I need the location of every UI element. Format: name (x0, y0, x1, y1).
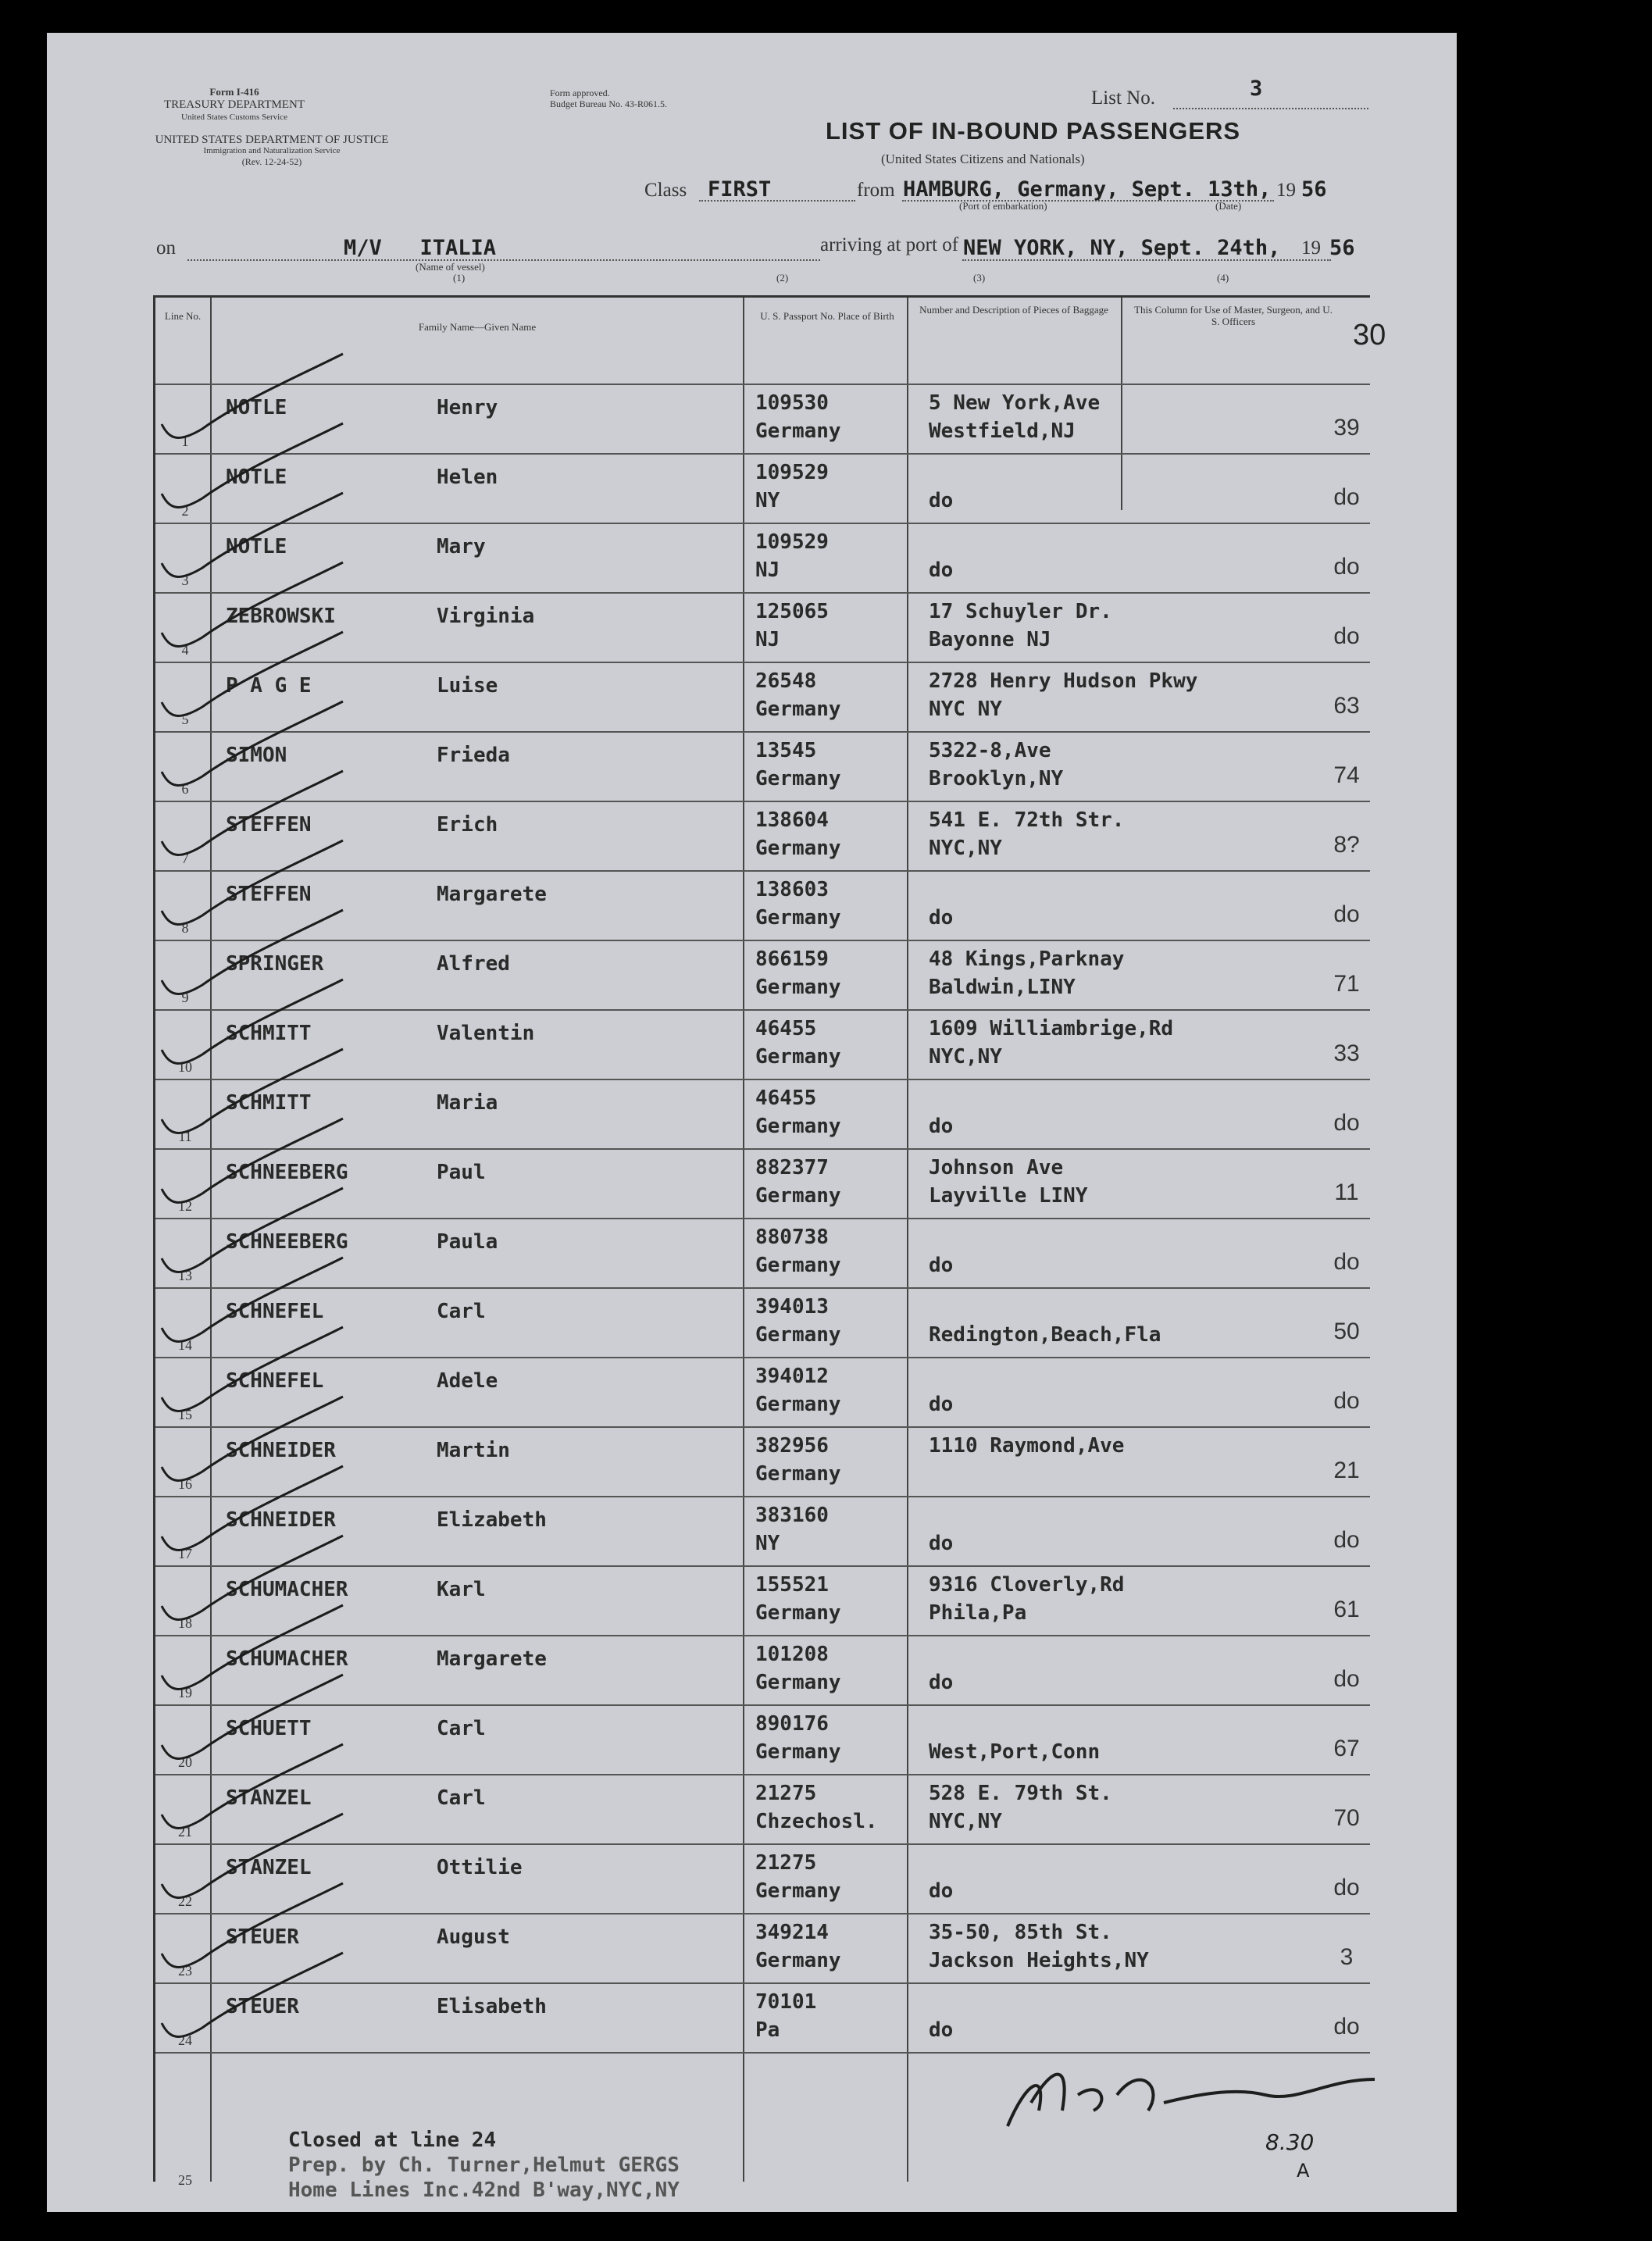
given-name: Karl (437, 1578, 486, 1601)
table-row (155, 385, 1370, 455)
place-of-birth: Germany (755, 1115, 841, 1138)
line-number: 11 (178, 1129, 192, 1144)
address-line2: do (929, 1254, 954, 1277)
address-line2: West,Port,Conn (929, 1740, 1101, 1764)
address-line2: Westfield,NJ (929, 419, 1076, 443)
passport-number: 138604 (755, 808, 829, 832)
date-caption: (Date) (1215, 200, 1242, 212)
footer-lines: Home Lines Inc.42nd B'way,NYC,NY (288, 2179, 680, 2202)
table-row (155, 1775, 1370, 1845)
approval-block (550, 87, 667, 109)
line-number: 20 (178, 1754, 192, 1770)
family-name: STEUER (226, 1925, 299, 1949)
given-name: Elisabeth (437, 1995, 547, 2018)
given-name: Carl (437, 1717, 486, 1740)
place-of-birth: Germany (755, 837, 841, 860)
table-row (155, 455, 1370, 524)
place-of-birth: NY (755, 1532, 780, 1555)
passport-number: 155521 (755, 1573, 829, 1597)
address-line2: Phila,Pa (929, 1601, 1027, 1625)
line-number: 7 (181, 851, 189, 866)
from-year-prefix: 19 (1276, 180, 1296, 201)
arrive-year-prefix: 19 (1301, 237, 1321, 259)
family-name: STANZEL (226, 1786, 312, 1810)
officer-number: 70 (1333, 1805, 1360, 1831)
address-line2: NYC,NY (929, 1810, 1002, 1833)
approval-line1: Form approved. (550, 87, 610, 98)
passport-number: 101208 (755, 1643, 829, 1666)
address-line2: Redington,Beach,Fla (929, 1323, 1161, 1347)
passport-number: 394013 (755, 1295, 829, 1319)
column-num-3: (3) (973, 272, 986, 284)
address-line1: 528 E. 79th St. (929, 1782, 1112, 1805)
passport-number: 125065 (755, 600, 829, 623)
given-name: Martin (437, 1439, 510, 1462)
place-of-birth: Germany (755, 906, 841, 930)
address-line2: do (929, 489, 954, 512)
given-name: Virginia (437, 605, 535, 628)
line-number: 22 (178, 1893, 192, 1909)
line-number: 2 (181, 503, 189, 519)
vessel-line (187, 259, 820, 261)
given-name: Carl (437, 1786, 486, 1810)
officer-number: 50 (1333, 1319, 1360, 1344)
line-number: 6 (181, 781, 189, 797)
passport-number: 882377 (755, 1156, 829, 1179)
given-name: Mary (437, 535, 486, 558)
officer-number: 61 (1333, 1597, 1360, 1622)
customs-label: United States Customs Service (181, 112, 287, 122)
officer-number: do (1333, 2014, 1360, 2039)
family-name: SCHUMACHER (226, 1578, 348, 1601)
place-of-birth: Germany (755, 1323, 841, 1347)
table-row (155, 1428, 1370, 1497)
officer-number: 11 (1334, 1179, 1359, 1205)
family-name: SCHUETT (226, 1717, 312, 1740)
address-line2: do (929, 1879, 954, 1903)
embark-caption: (Port of embarkation) (959, 200, 1047, 212)
passport-number: 46455 (755, 1017, 817, 1040)
officer-number: do (1333, 484, 1360, 510)
header-officers: This Column for Use of Master, Surgeon, and U. S. Officers (1134, 304, 1333, 327)
place-of-birth: Germany (755, 1671, 841, 1694)
footer-closed: Closed at line 24 (288, 2129, 497, 2152)
table-row (155, 1080, 1370, 1150)
corner-number: 30 (1353, 319, 1386, 351)
officer-number: 67 (1333, 1736, 1360, 1761)
class-label: Class (644, 180, 687, 201)
place-of-birth: Germany (755, 976, 841, 999)
address-line1: 2728 Henry Hudson Pkwy (929, 669, 1198, 693)
family-name: SCHNEIDER (226, 1508, 336, 1532)
column-num-4: (4) (1217, 272, 1229, 284)
header-baggage: Number and Description of Pieces of Baggage (919, 304, 1108, 316)
place-of-birth: NJ (755, 558, 780, 582)
given-name: Adele (437, 1369, 498, 1393)
justice-block (155, 134, 389, 167)
address-line2: NYC NY (929, 698, 1002, 721)
officer-number: 63 (1333, 693, 1360, 719)
family-name: SCHMITT (226, 1022, 312, 1045)
place-of-birth: Pa (755, 2018, 780, 2042)
list-no-line (1173, 108, 1368, 109)
family-name: STEUER (226, 1995, 299, 2018)
officer-number: do (1333, 554, 1360, 580)
document-page (47, 33, 1457, 2212)
place-of-birth: NY (755, 489, 780, 512)
place-of-birth: Chzechosl. (755, 1810, 878, 1833)
line-number: 23 (178, 1963, 192, 1979)
family-name: SCHNEEBERG (226, 1230, 348, 1254)
passport-number: 46455 (755, 1087, 817, 1110)
address-line1: 1110 Raymond,Ave (929, 1434, 1125, 1458)
header-name: Family Name—Given Name (418, 321, 537, 333)
given-name: Frieda (437, 744, 510, 767)
line-number: 24 (178, 2032, 192, 2048)
family-name: SCHNEEBERG (226, 1161, 348, 1184)
given-name: Margarete (437, 883, 547, 906)
family-name: NOTLE (226, 535, 287, 558)
justice-label: UNITED STATES DEPARTMENT OF JUSTICE (155, 134, 389, 146)
given-name: Luise (437, 674, 498, 698)
table-row (155, 1914, 1370, 1984)
officer-number: do (1333, 1666, 1360, 1692)
address-line2: do (929, 1115, 954, 1138)
passport-number: 349214 (755, 1921, 829, 1944)
table-row (155, 1289, 1370, 1358)
passport-number: 26548 (755, 669, 817, 693)
address-line2: NYC,NY (929, 1045, 1002, 1069)
table-row (155, 663, 1370, 733)
officer-number: 33 (1333, 1040, 1360, 1066)
passport-number: 21275 (755, 1851, 817, 1875)
revision-label: (Rev. 12-24-52) (241, 156, 302, 167)
passport-number: 383160 (755, 1504, 829, 1527)
approval-line2: Budget Bureau No. 43-R061.5. (550, 98, 667, 109)
officer-number: do (1333, 1527, 1360, 1553)
family-name: STEFFEN (226, 883, 312, 906)
address-line2: do (929, 906, 954, 930)
table-row (155, 1150, 1370, 1219)
line-number: 5 (181, 712, 189, 727)
address-line2: Bayonne NJ (929, 628, 1051, 651)
family-name: STANZEL (226, 1856, 312, 1879)
given-name: Paul (437, 1161, 486, 1184)
address-line1: 541 E. 72th Str. (929, 808, 1125, 832)
address-line1: 5322-8,Ave (929, 739, 1051, 762)
address-line2: do (929, 2018, 954, 2042)
place-of-birth: Germany (755, 1254, 841, 1277)
officer-number: do (1333, 1388, 1360, 1414)
officer-number: do (1333, 1110, 1360, 1136)
given-name: Henry (437, 396, 498, 419)
family-name: NOTLE (226, 396, 287, 419)
place-of-birth: Germany (755, 419, 841, 443)
given-name: August (437, 1925, 510, 1949)
passport-number: 13545 (755, 739, 817, 762)
line-number: 1 (181, 434, 189, 449)
address-line1: Johnson Ave (929, 1156, 1064, 1179)
given-name: Ottilie (437, 1856, 523, 1879)
address-line2: do (929, 558, 954, 582)
family-name: SCHNEIDER (226, 1439, 336, 1462)
place-of-birth: Germany (755, 698, 841, 721)
column-num-2: (2) (776, 272, 789, 284)
officer-number: 21 (1333, 1458, 1360, 1483)
address-line2: Brooklyn,NY (929, 767, 1064, 790)
place-of-birth: Germany (755, 1879, 841, 1903)
immigration-label: Immigration and Naturalization Service (203, 146, 341, 155)
passenger-table (153, 295, 1370, 2202)
family-name: STEFFEN (226, 813, 312, 837)
arriving-label: arriving at port of (820, 234, 959, 255)
place-of-birth: Germany (755, 1462, 841, 1486)
place-of-birth: Germany (755, 1184, 841, 1208)
table-row (155, 1984, 1370, 2054)
officer-number: do (1333, 901, 1360, 927)
officer-number: do (1333, 1875, 1360, 1900)
line-number: 3 (181, 573, 189, 588)
table-row (155, 802, 1370, 872)
given-name: Margarete (437, 1647, 547, 1671)
table-row (155, 594, 1370, 663)
officer-number: 8? (1333, 832, 1360, 858)
passport-number: 138603 (755, 878, 829, 901)
from-label: from (857, 180, 895, 201)
address-line2: do (929, 1393, 954, 1416)
place-of-birth: NJ (755, 628, 780, 651)
class-value: FIRST (708, 177, 772, 202)
address-line2: Jackson Heights,NY (929, 1949, 1149, 1972)
signature-note2: A (1297, 2160, 1310, 2182)
place-of-birth: Germany (755, 1393, 841, 1416)
family-name: SPRINGER (226, 952, 324, 976)
line-number: 16 (178, 1476, 192, 1492)
family-name: SCHUMACHER (226, 1647, 348, 1671)
line-number: 18 (178, 1615, 192, 1631)
officer-number: 39 (1333, 415, 1360, 441)
officer-number: do (1333, 1249, 1360, 1275)
on-label: on (156, 237, 176, 259)
family-name: SCHNEFEL (226, 1300, 324, 1323)
port-value: NEW YORK, NY, Sept. 24th, (963, 236, 1281, 260)
line-number: 9 (181, 990, 189, 1005)
form-block (148, 86, 320, 123)
header-line-no: Line No. (164, 310, 202, 322)
line-number: 14 (178, 1337, 192, 1353)
arrive-year: 56 (1329, 236, 1355, 260)
line-number: 8 (181, 920, 189, 936)
footer-prep: Prep. by Ch. Turner,Helmut GERGS (288, 2154, 680, 2177)
place-of-birth: Germany (755, 1601, 841, 1625)
passport-number: 866159 (755, 947, 829, 971)
address-line2: do (929, 1671, 954, 1694)
page-title: LIST OF IN-BOUND PASSENGERS (826, 117, 1241, 145)
address-line2: Layville LINY (929, 1184, 1088, 1208)
vessel-name: M/V ITALIA (344, 236, 497, 260)
given-name: Paula (437, 1230, 498, 1254)
family-name: NOTLE (226, 466, 287, 489)
row-rule (155, 2052, 1370, 2054)
table-row (155, 524, 1370, 594)
from-value: HAMBURG, Germany, Sept. 13th, (903, 177, 1272, 202)
address-line1: 48 Kings,Parknay (929, 947, 1125, 971)
address-line2: do (929, 1532, 954, 1555)
passport-number: 109529 (755, 461, 829, 484)
header-passport: U. S. Passport No. Place of Birth (760, 310, 894, 322)
table-row (155, 1845, 1370, 1914)
officer-number: do (1333, 623, 1360, 649)
line-number: 21 (178, 1824, 192, 1840)
table-row (155, 1567, 1370, 1636)
given-name: Carl (437, 1300, 486, 1323)
table-row (155, 941, 1370, 1011)
address-line1: 9316 Cloverly,Rd (929, 1573, 1125, 1597)
table-row (155, 1219, 1370, 1289)
vessel-caption: (Name of vessel) (416, 261, 485, 273)
line-number: 17 (178, 1546, 192, 1561)
line-number: 15 (178, 1407, 192, 1422)
line-number: 19 (178, 1685, 192, 1700)
vessel-num: (1) (453, 272, 466, 284)
family-name: P A G E (226, 674, 312, 698)
address-line1: 1609 Williambrige,Rd (929, 1017, 1174, 1040)
table-row (155, 872, 1370, 941)
signature-note: 8.30 (1265, 2129, 1315, 2155)
address-line1: 35-50, 85th St. (929, 1921, 1112, 1944)
table-row (155, 1497, 1370, 1567)
passport-number: 394012 (755, 1365, 829, 1388)
table-row (155, 1011, 1370, 1080)
page-subtitle: (United States Citizens and Nationals) (881, 152, 1085, 166)
family-name: ZEBROWSKI (226, 605, 336, 628)
line-number-25: 25 (178, 2172, 192, 2188)
given-name: Valentin (437, 1022, 535, 1045)
passport-number: 109529 (755, 530, 829, 554)
family-name: SIMON (226, 744, 287, 767)
given-name: Alfred (437, 952, 510, 976)
place-of-birth: Germany (755, 767, 841, 790)
address-line1: 5 New York,Ave (929, 391, 1101, 415)
address-line1: 17 Schuyler Dr. (929, 600, 1112, 623)
given-name: Maria (437, 1091, 498, 1115)
treasury-label: TREASURY DEPARTMENT (163, 98, 305, 111)
passport-number: 382956 (755, 1434, 829, 1458)
place-of-birth: Germany (755, 1045, 841, 1069)
given-name: Erich (437, 813, 498, 837)
line-number: 4 (181, 642, 189, 658)
place-of-birth: Germany (755, 1949, 841, 1972)
line-number: 13 (178, 1268, 192, 1283)
table-row (155, 733, 1370, 802)
given-name: Helen (437, 466, 498, 489)
table-row (155, 1636, 1370, 1706)
address-line2: Baldwin,LINY (929, 976, 1076, 999)
from-year: 56 (1301, 177, 1327, 202)
officer-number: 74 (1333, 762, 1360, 788)
officer-number: 71 (1333, 971, 1360, 997)
passport-number: 109530 (755, 391, 829, 415)
form-number: Form I-416 (209, 86, 259, 98)
passport-number: 21275 (755, 1782, 817, 1805)
table-row (155, 1358, 1370, 1428)
line-number: 12 (178, 1198, 192, 1214)
table-row (155, 1706, 1370, 1775)
family-name: SCHNEFEL (226, 1369, 324, 1393)
officer-number: 3 (1340, 1944, 1354, 1970)
family-name: SCHMITT (226, 1091, 312, 1115)
given-name: Elizabeth (437, 1508, 547, 1532)
address-line2: NYC,NY (929, 837, 1002, 860)
passport-number: 880738 (755, 1226, 829, 1249)
list-no-label: List No. (1091, 87, 1155, 109)
place-of-birth: Germany (755, 1740, 841, 1764)
passport-number: 890176 (755, 1712, 829, 1736)
list-no-value: 3 (1250, 77, 1263, 101)
line-number: 10 (178, 1059, 192, 1075)
passport-number: 70101 (755, 1990, 817, 2014)
